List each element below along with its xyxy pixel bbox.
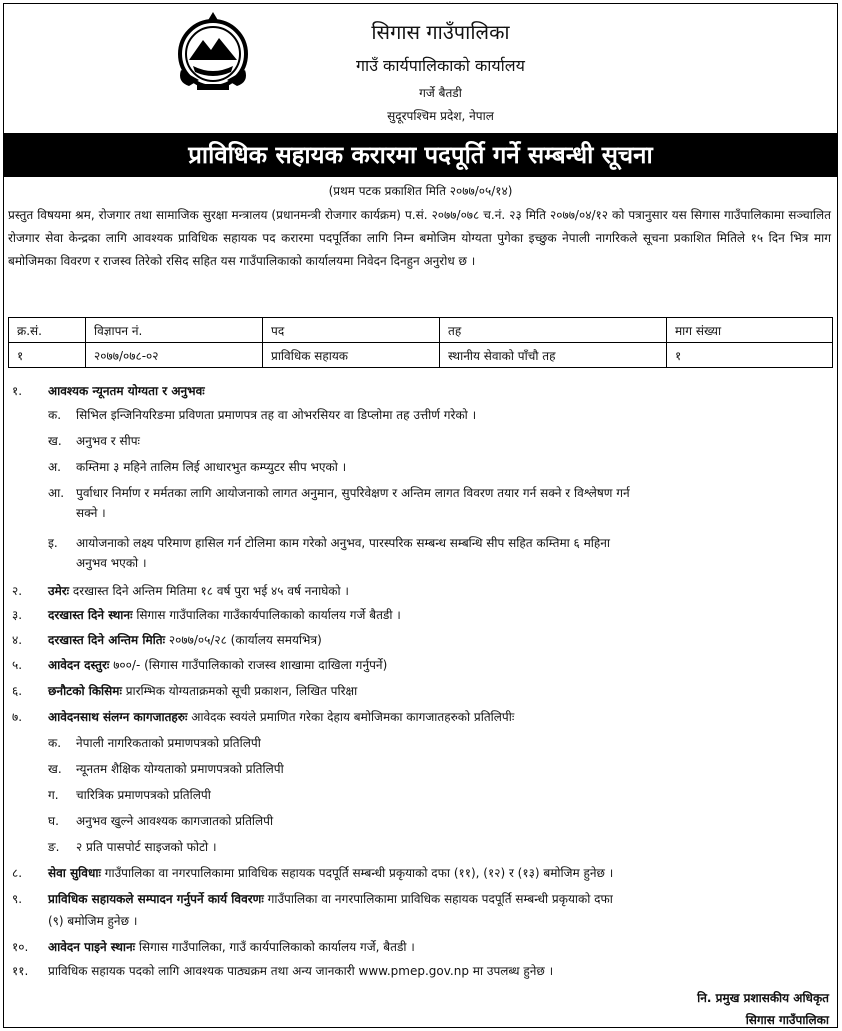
notice-title: प्राविधिक सहायक करारमा पदपूर्ति गर्ने सम्बन्धी सूचना (4, 133, 837, 177)
header (4, 4, 837, 130)
province: सुदूरपश्चिम प्रदेश, नेपाल (387, 109, 494, 123)
table-cell: २०७७/०७८-०२ (86, 343, 263, 368)
table-row (9, 343, 833, 368)
intro-paragraph: प्रस्तुत विषयमा श्रम, रोजगार तथा सामाजिक सुरक्षा मन्त्रालय (प्रधानमन्त्री रोजगार कार्यक्रम) प.सं. २०७७/०७८ च.नं. २३ मिति २०७७/०४/१२ को पत्रानुसार यस सिगास गाउँपालिकामा सञ्चालित रोजगार सेवा केन्द्रका लागि आवश्यक प्राविधिक सहायक पद करारमा पदपूर्तिका लागि निम्न बमोजिम योग्यता पुगेका इच्छुक नेपाली नागरिकले सूचना प्रकाशित मितिले १५ दिन भित्र माग बमोजिमका विवरण र राजस्व तिरेको रसिद सहित यस गाउँपालिकाको कार्यालयमा निवेदन दिनहुन अनुरोध छ । (8, 208, 831, 268)
table-cell: १ (9, 343, 86, 368)
office-place: गर्जे बैतडी (419, 86, 462, 100)
table-cell: १ (667, 343, 833, 368)
org-name: सिगास गाउँपालिका (371, 20, 510, 44)
signatory-title: नि. प्रमुख प्रशासकीय अधिकृत (697, 991, 829, 1005)
header-cell: क्र.सं. (9, 318, 86, 343)
notice-frame: सिगास गाउँपालिका गाउँ कार्यपालिकाको कार्यालय गर्जे बैतडी सुदूरपश्चिम प्रदेश, नेपाल प्राविधिक सहायक करारमा पदपूर्ति गर्ने सम्बन्धी सूचना (प्रथम पटक प्रकाशित मिति २०७७/०५/१४) प्रस्तुत विषयमा श्रम, रोजगार तथा सामाजिक सुरक्षा मन्त्रालय (प्रधानमन्त्री रोजगार कार्यक्रम) प.सं. २०७७/०७८ च.नं. २३ मिति २०७७/०४/१२ को पत्रानुसार यस सिगास गाउँपालिकामा सञ्चालित रोजगार सेवा केन्द्रका लागि आवश्यक प्राविधिक सहायक पद करारमा पदपूर्तिका लागि निम्न बमोजिम योग्यता पुगेका इच्छुक नेपाली नागरिकले सूचना प्रकाशित मितिले १५ दिन भित्र माग बमोजिमका विवरण र राजस्व तिरेको रसिद सहित यस गाउँपालिकाको कार्यालयमा निवेदन दिनहुन अनुरोध छ । क्र.सं. विज्ञापन नं. पद तह माग संख्या १ २०७७/०७८-०२ प्राविधिक सहायक स्थानीय सेवाको पाँचौ तह १ १. आवश्यक न्यूनतम योग्यता र अनुभवः क. सिभिल इन्जिनियरिङमा प्रविणता प्रमाणपत्र तह वा ओभरसियर वा डिप्लोमा तह उत्तीर्ण गरेको । ख. अनुभव र सीपः अ. कम्तिमा ३ महिने तालिम लिई आधारभुत कम्प्युटर सीप भएको । आ. पुर्वाधार निर्माण र मर्मतका लागि आयोजनाको लागत अनुमान, सुपरिवेक्षण र अन्तिम लागत विवरण तयार गर्न सक्ने र विश्लेषण गर्न सक्ने । इ. आयोजनाको लक्ष्य परिमाण हासिल गर्न टोलिमा काम गरेको अनुभव, पारस्परिक सम्बन्ध सम्बन्धि सीप सहित कम्तिमा ६ महिना अनुभव भएको । २. उमेरः दरखास्त दिने अन्तिम मितिमा १८ वर्ष पुरा भई ४५ वर्ष ननाघेको । ३. दरखास्त दिने स्थानः सिगास गाउँपालिका गाउँकार्यपालिकाको कार्यालय गर्जे बैतडी । ४. दरखास्त दिने अन्तिम मितिः २०७७/०५/२८ (कार्यालय समयभित्र) ५. आवेदन दस्तुरः ७००/- (सिगास गाउँपालिकाको राजस्व शाखामा दाखिला गर्नुपर्ने) ६. छनौटको किसिमः प्रारम्भिक योग्यताक्रमको सूची प्रकाशन, लिखित परिक्षा ७. आवेदनसाथ संलग्न कागजातहरुः आवेदक स्वयंले प्रमाणित गरेका देहाय बमोजिमका कागजातहरुको प्रतिलिपीः क. नेपाली नागरिकताको प्रमाणपत्रको प्रतिलिपी ख. न्यूनतम शैक्षिक योग्यताको प्रमाणपत्रको प्रतिलिपी ग. चारित्रिक प्रमाणपत्रको प्रतिलिपी घ. अनुभव खुल्ने आवश्यक कागजातको प्रतिलिपी ङ. २ प्रति पासपोर्ट साइजको फोटो । ८. सेवा सुविधाः गाउँपालिका वा नगरपालिकामा प्राविधिक सहायक पदपूर्ति सम्बन्धी प्रकृयाको दफा (११), (१२) र (१३) बमोजिम हुनेछ । ९. प्राविधिक सहायकले सम्पादन गर्नुपर्ने कार्य विवरणः गाउँपालिका वा नगरपालिकामा प्राविधिक सहायक पदपूर्ति सम्बन्धी प्रकृयाको दफा (९) बमोजिम हुनेछ । १०. आवेदन पाइने स्थानः सिगास गाउँपालिका, गाउँ कार्यपालिकाको कार्यालय गर्जे, बैतडी । ११. प्राविधिक सहायक पदको लागि आवश्यक पाठ्यक्रम तथा अन्य जानकारी www.pmep.gov.np मा उपलब्ध हुनेछ । नि. प्रमुख प्रशासकीय अधिकृत सिगास गाउँपालिका (3, 3, 838, 1028)
header-cell: विज्ञापन नं. (86, 318, 263, 343)
signatory-org: सिगास गाउँपालिका (745, 1013, 829, 1027)
header-cell: माग संख्या (667, 318, 833, 343)
header-cell: तह (440, 318, 667, 343)
table-cell: स्थानीय सेवाको पाँचौ तह (440, 343, 667, 368)
table-header-row (9, 318, 833, 343)
published-date: (प्रथम पटक प्रकाशित मिति २०७७/०५/१४) (328, 184, 513, 198)
header-cell: पद (263, 318, 440, 343)
vacancy-table (8, 317, 833, 368)
table-cell: प्राविधिक सहायक (263, 343, 440, 368)
office-name: गाउँ कार्यपालिकाको कार्यालय (356, 56, 525, 75)
